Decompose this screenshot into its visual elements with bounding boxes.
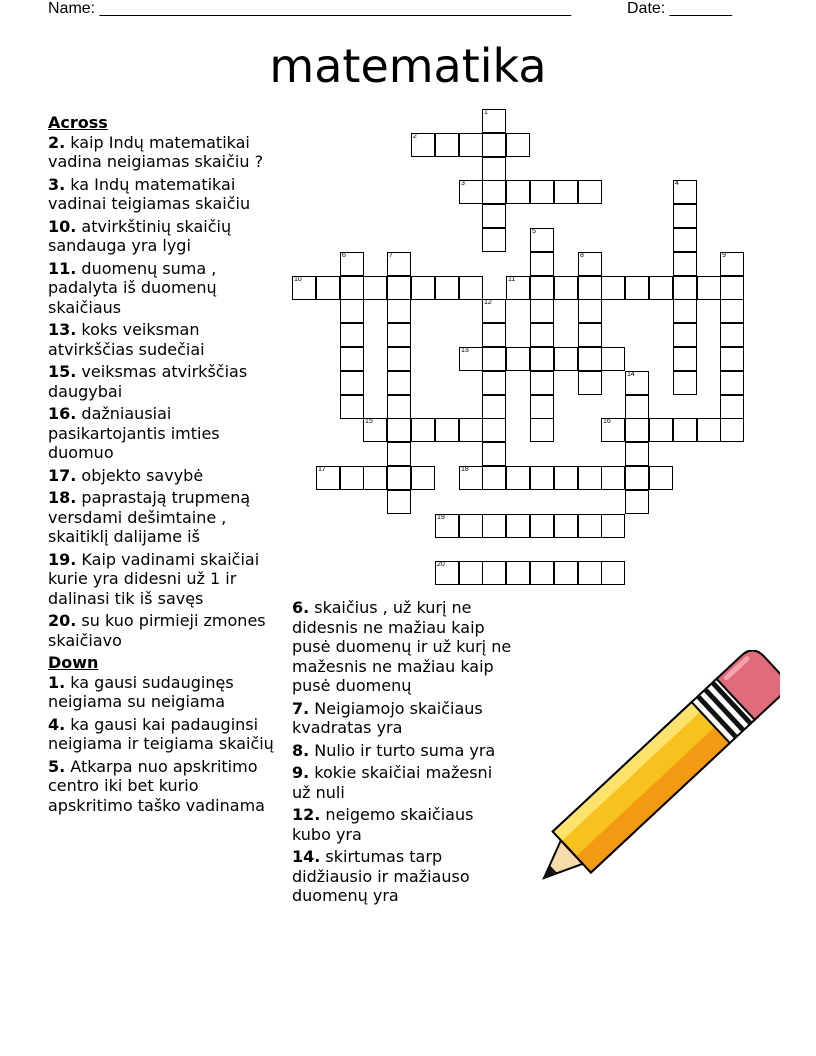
grid-cell[interactable] (720, 347, 744, 371)
grid-cell[interactable] (459, 347, 483, 371)
grid-cell[interactable] (482, 323, 506, 347)
clue-text: Kaip vadinami skaičiai kurie yra didesni už 1 ir dalinasi tik iš savęs (48, 549, 260, 608)
grid-cell[interactable] (578, 561, 602, 585)
grid-cell[interactable] (435, 418, 459, 442)
down-heading: Down (48, 653, 99, 672)
grid-cell[interactable] (316, 466, 340, 490)
grid-cell[interactable] (601, 466, 625, 490)
grid-cell[interactable] (482, 109, 506, 133)
grid-cell[interactable] (601, 514, 625, 538)
clue-number: 3. (48, 174, 66, 194)
clue-2 (48, 133, 288, 172)
grid-cell[interactable] (530, 466, 554, 490)
grid-cell[interactable] (387, 490, 411, 514)
cell-number: 16 (603, 418, 611, 425)
cell-number: 19 (437, 514, 445, 521)
grid-cell[interactable] (340, 371, 364, 395)
cell-number: 3 (461, 180, 465, 187)
clue-text: kokie skaičiai mažesni už nuli (292, 763, 493, 802)
grid-cell[interactable] (340, 299, 364, 323)
grid-cell[interactable] (340, 323, 364, 347)
clue-number: 6. (292, 598, 310, 617)
grid-cell[interactable] (673, 323, 697, 347)
grid-cell[interactable] (482, 418, 506, 442)
clue-number: 16. (48, 404, 77, 423)
grid-cell[interactable] (506, 347, 530, 371)
grid-cell[interactable] (530, 371, 554, 395)
grid-cell[interactable] (506, 561, 530, 585)
clue-number: 2. (48, 132, 66, 152)
cell-number: 20 (437, 561, 445, 568)
grid-cell[interactable] (554, 180, 578, 204)
grid-cell[interactable] (411, 466, 435, 490)
clue-13 (48, 320, 288, 359)
clue-number: 1. (48, 672, 66, 692)
grid-cell[interactable] (554, 276, 578, 300)
grid-cell[interactable] (578, 514, 602, 538)
grid-cell[interactable] (697, 418, 721, 442)
grid-cell[interactable] (411, 276, 435, 300)
grid-cell[interactable] (363, 276, 387, 300)
grid-cell[interactable] (482, 514, 506, 538)
grid-cell[interactable] (554, 561, 578, 585)
clue-text: koks veiksman atvirkščias sudečiai (48, 320, 205, 359)
grid-cell[interactable] (720, 252, 744, 276)
clue-9 (292, 763, 512, 802)
grid-cell[interactable] (411, 133, 435, 157)
grid-cell[interactable] (530, 276, 554, 300)
grid-cell[interactable] (625, 418, 649, 442)
cell-number: 5 (532, 228, 536, 235)
clue-3 (48, 175, 288, 214)
clue-text: atvirkštinių skaičių sandauga yra lygi (48, 216, 232, 255)
grid-cell[interactable] (363, 418, 387, 442)
cell-number: 9 (722, 252, 726, 259)
pencil-icon (520, 650, 780, 900)
cell-number: 12 (484, 299, 492, 306)
grid-cell[interactable] (578, 371, 602, 395)
grid-cell[interactable] (673, 204, 697, 228)
date-field: Date: _______ (627, 0, 732, 17)
grid-cell[interactable] (387, 276, 411, 300)
clue-16 (48, 404, 288, 463)
grid-cell[interactable] (316, 276, 340, 300)
grid-cell[interactable] (363, 466, 387, 490)
grid-cell[interactable] (482, 228, 506, 252)
grid-cell[interactable] (506, 180, 530, 204)
grid-cell[interactable] (435, 276, 459, 300)
grid-cell[interactable] (673, 252, 697, 276)
cell-number: 4 (675, 180, 679, 187)
across-heading: Across (48, 113, 108, 132)
grid-cell[interactable] (482, 347, 506, 371)
grid-cell[interactable] (554, 514, 578, 538)
grid-cell[interactable] (506, 276, 530, 300)
grid-cell[interactable] (530, 180, 554, 204)
grid-cell[interactable] (506, 514, 530, 538)
grid-cell[interactable] (340, 466, 364, 490)
clue-text: Neigiamojo skaičiaus kvadratas yra (292, 698, 483, 737)
clue-number: 12. (292, 805, 321, 824)
grid-cell[interactable] (530, 418, 554, 442)
clue-number: 15. (48, 362, 77, 381)
grid-cell[interactable] (482, 157, 506, 181)
clue-15 (48, 362, 288, 401)
clue-text: ka gausi kai padauginsi neigiama ir teigiama skaičių (48, 714, 274, 753)
grid-cell[interactable] (673, 371, 697, 395)
grid-cell[interactable] (673, 418, 697, 442)
grid-cell[interactable] (387, 323, 411, 347)
cell-number: 7 (389, 252, 393, 259)
clue-text: objekto savybė (76, 465, 204, 485)
grid-cell[interactable] (459, 133, 483, 157)
cell-number: 10 (294, 276, 302, 283)
grid-cell[interactable] (482, 180, 506, 204)
grid-cell[interactable] (673, 299, 697, 323)
grid-cell[interactable] (482, 133, 506, 157)
grid-cell[interactable] (625, 466, 649, 490)
grid-cell[interactable] (578, 252, 602, 276)
cell-number: 6 (342, 252, 346, 259)
grid-cell[interactable] (459, 514, 483, 538)
grid-cell[interactable] (387, 299, 411, 323)
grid-cell[interactable] (435, 561, 459, 585)
grid-cell[interactable] (435, 514, 459, 538)
cell-number: 11 (508, 276, 516, 283)
clue-5 (48, 757, 288, 816)
down-clue-list-continued (292, 598, 512, 906)
grid-cell[interactable] (530, 395, 554, 419)
cell-number: 13 (461, 347, 469, 354)
grid-cell[interactable] (387, 347, 411, 371)
grid-cell[interactable] (601, 347, 625, 371)
cell-number: 8 (580, 252, 584, 259)
clue-number: 5. (48, 756, 66, 776)
clue-10 (48, 217, 288, 256)
grid-cell[interactable] (625, 371, 649, 395)
grid-cell[interactable] (340, 395, 364, 419)
grid-cell[interactable] (459, 466, 483, 490)
clue-text: su kuo pirmieji zmones skaičiavo (48, 611, 266, 650)
grid-cell[interactable] (720, 323, 744, 347)
grid-cell[interactable] (482, 561, 506, 585)
cell-number: 18 (461, 466, 469, 473)
grid-cell[interactable] (673, 276, 697, 300)
grid-cell[interactable] (482, 204, 506, 228)
grid-cell[interactable] (673, 228, 697, 252)
down-clue-list (48, 673, 288, 816)
clue-number: 17. (48, 465, 77, 485)
grid-cell[interactable] (720, 395, 744, 419)
name-field: Name: _____________________________________________________ (48, 0, 572, 17)
clue-number: 13. (48, 320, 77, 339)
grid-cell[interactable] (387, 395, 411, 419)
grid-cell[interactable] (673, 180, 697, 204)
grid-cell[interactable] (625, 442, 649, 466)
clue-number: 7. (292, 698, 310, 718)
grid-cell[interactable] (720, 418, 744, 442)
clue-4 (48, 715, 288, 754)
grid-cell[interactable] (649, 276, 673, 300)
clue-number: 8. (292, 740, 310, 760)
grid-cell[interactable] (435, 133, 459, 157)
grid-cell[interactable] (601, 276, 625, 300)
clue-number: 14. (292, 847, 321, 866)
grid-cell[interactable] (482, 299, 506, 323)
cell-number: 1 (484, 109, 488, 116)
clue-number: 19. (48, 549, 77, 569)
grid-cell[interactable] (649, 466, 673, 490)
grid-cell[interactable] (387, 252, 411, 276)
grid-cell[interactable] (482, 442, 506, 466)
grid-cell[interactable] (506, 133, 530, 157)
grid-cell[interactable] (459, 561, 483, 585)
grid-cell[interactable] (387, 418, 411, 442)
grid-cell[interactable] (387, 466, 411, 490)
clues-column-left (48, 113, 288, 818)
clue-number: 9. (292, 763, 310, 782)
clue-7 (292, 699, 512, 738)
clue-text: veiksmas atvirkščias daugybai (48, 362, 248, 401)
clue-text: ka gausi sudauginęs neigiama su neigiama (48, 672, 234, 711)
clue-number: 4. (48, 714, 66, 734)
grid-cell[interactable] (601, 561, 625, 585)
grid-cell[interactable] (720, 371, 744, 395)
clue-text: Atkarpa nuo apskritimo centro iki bet kurio apskritimo taško vadinama (48, 756, 265, 815)
grid-cell[interactable] (482, 395, 506, 419)
grid-cell[interactable] (625, 276, 649, 300)
grid-cell[interactable] (459, 418, 483, 442)
clue-text: neigemo skaičiaus kubo yra (292, 805, 474, 844)
grid-cell[interactable] (340, 276, 364, 300)
page-title: matematika (269, 39, 547, 93)
clue-12 (292, 805, 512, 844)
grid-cell[interactable] (459, 180, 483, 204)
clue-1 (48, 673, 288, 712)
clues-column-middle (292, 598, 512, 909)
clue-text: dažniausiai pasikartojantis imties duomuo (48, 404, 220, 462)
grid-cell[interactable] (292, 276, 316, 300)
grid-cell[interactable] (720, 299, 744, 323)
grid-cell[interactable] (506, 466, 530, 490)
clue-text: skirtumas tarp didžiausio ir mažiauso duomenų yra (292, 847, 470, 905)
grid-cell[interactable] (387, 371, 411, 395)
grid-cell[interactable] (625, 490, 649, 514)
clue-text: ka Indų matematikai vadinai teigiamas skaičiu (48, 174, 251, 213)
grid-cell[interactable] (530, 561, 554, 585)
clue-text: paprastają trupmeną versdami dešimtaine , skaitiklį dalijame iš (48, 488, 251, 546)
grid-cell[interactable] (697, 276, 721, 300)
grid-cell[interactable] (578, 347, 602, 371)
grid-cell[interactable] (578, 299, 602, 323)
grid-cell[interactable] (649, 418, 673, 442)
clue-6 (292, 598, 512, 696)
grid-cell[interactable] (530, 514, 554, 538)
grid-cell[interactable] (387, 442, 411, 466)
cell-number: 15 (365, 418, 373, 425)
cell-number: 2 (413, 133, 417, 140)
cell-number: 14 (627, 371, 635, 378)
grid-cell[interactable] (459, 276, 483, 300)
grid-cell[interactable] (530, 347, 554, 371)
grid-cell[interactable] (578, 276, 602, 300)
grid-cell[interactable] (578, 180, 602, 204)
grid-cell[interactable] (482, 466, 506, 490)
clue-number: 20. (48, 611, 77, 630)
grid-cell[interactable] (720, 276, 744, 300)
clue-text: skaičius , už kurį ne didesnis ne mažiau kaip pusė duomenų ir už kurį ne mažesnis ne mažiau kaip pusė duomenų (292, 598, 512, 695)
grid-cell[interactable] (530, 228, 554, 252)
grid-cell[interactable] (340, 347, 364, 371)
grid-cell[interactable] (625, 395, 649, 419)
clue-11 (48, 259, 288, 318)
clue-17 (48, 466, 288, 486)
clue-number: 10. (48, 216, 77, 236)
clue-text: duomenų suma , padalyta iš duomenų skaičiaus (48, 258, 217, 317)
clue-18 (48, 488, 288, 547)
grid-cell[interactable] (411, 418, 435, 442)
grid-cell[interactable] (530, 252, 554, 276)
grid-cell[interactable] (554, 347, 578, 371)
grid-cell[interactable] (482, 371, 506, 395)
grid-cell[interactable] (554, 466, 578, 490)
clue-20 (48, 611, 288, 650)
clue-text: Nulio ir turto suma yra (309, 740, 496, 760)
clue-text: kaip Indų matematikai vadina neigiamas skaičiu ? (48, 132, 264, 171)
grid-cell[interactable] (578, 466, 602, 490)
clue-number: 11. (48, 258, 77, 278)
clue-number: 18. (48, 488, 77, 507)
grid-cell[interactable] (530, 323, 554, 347)
grid-cell[interactable] (530, 299, 554, 323)
clue-19 (48, 550, 288, 609)
grid-cell[interactable] (340, 252, 364, 276)
across-clue-list (48, 133, 288, 651)
grid-cell[interactable] (601, 418, 625, 442)
grid-cell[interactable] (578, 323, 602, 347)
cell-number: 17 (318, 466, 326, 473)
clue-14 (292, 847, 512, 906)
grid-cell[interactable] (673, 347, 697, 371)
clue-8 (292, 741, 512, 761)
